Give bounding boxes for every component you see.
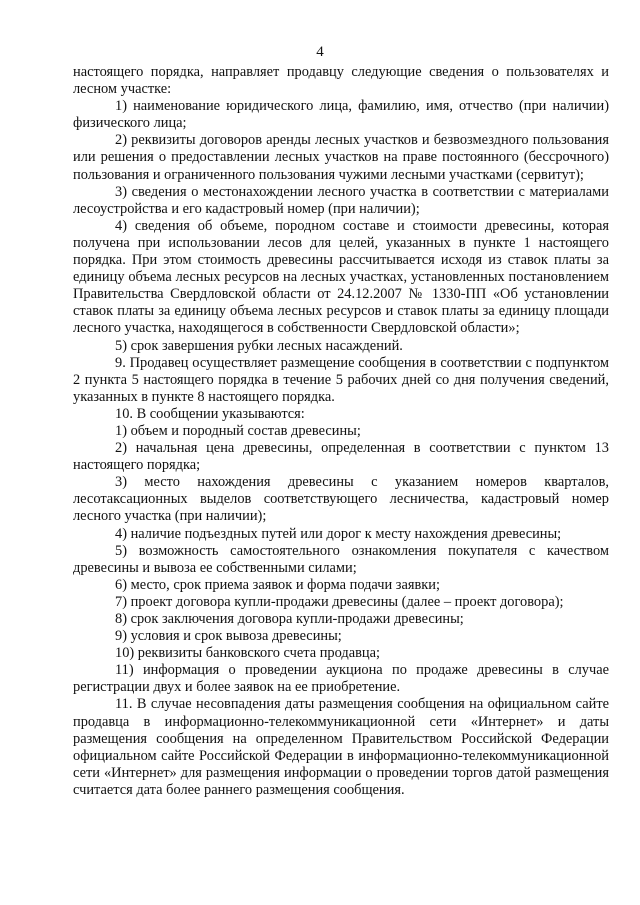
list-item-contract-deadline: 8) срок заключения договора купли-продажи древесины; <box>115 611 464 627</box>
clause-9: 9. Продавец осуществляет размещение сообщения в соответствии с подпунктом 2 пункта 5 настоящего порядка в течение 5 рабочих дней со дня получения сведений, указанных в пункте 8 настоящего порядка. <box>73 354 609 405</box>
clause-10-heading: 10. В сообщении указываются: <box>115 405 305 422</box>
list-item-wood-location: 3) место нахождения древесины с указанием номеров кварталов, лесотаксационных выделов соответствующего лесничества, кадастровый номер лесного участка (при наличии); <box>73 474 609 525</box>
list-item-felling-deadline: 5) срок завершения рубки лесных насаждений. <box>115 337 403 354</box>
paragraph-continuation: настоящего порядка, направляет продавцу следующие сведения о пользователях и лесном участке: <box>73 64 609 98</box>
list-item-draft-contract: 7) проект договора купли-продажи древесины (далее – проект договора); <box>115 593 564 610</box>
list-item-removal-terms: 9) условия и срок вывоза древесины; <box>115 628 342 645</box>
list-item-bank-details: 10) реквизиты банковского счета продавца; <box>115 645 380 662</box>
list-item-starting-price: 2) начальная цена древесины, определенная в соответствии с пунктом 13 настоящего порядка; <box>73 440 609 474</box>
clause-11: 11. В случае несовпадения даты размещения сообщения на официальном сайте продавца в информационно-телекоммуникационной сети «Интернет» и даты размещения сообщения на определенном Правительством Российской Федерации официальном сайте Российской Федерации в информационно-телекоммуникационной сети «Интернет» для размещения информации о проведении торгов датой размещения считается дата более раннего размещения сообщения. <box>73 696 609 798</box>
list-item-wood-volume: 4) сведения об объеме, породном составе и стоимости древесины, которая получена при использовании лесов для целей, указанных в пункте 1 настоящего порядка. При этом стоимость древесины рассчитывается исходя из ставок платы за единицу объема лесных ресурсов на лесных участках, установленных постановлением Правительства Свердловской области от 24.12.2007 № 1330-ПП «Об установлении ставок платы за единицу объема лесных ресурсов и ставок платы за единицу площади лесного участка, находящегося в собственности Свердловской области»; <box>73 217 609 337</box>
list-item-volume-species: 1) объем и породный состав древесины; <box>115 422 361 439</box>
list-item-inspection: 5) возможность самостоятельного ознакомления покупателя с качеством древесины и вывоза ее собственными силами; <box>73 542 609 576</box>
list-item-location: 3) сведения о местонахождении лесного участка в соответствии с материалами лесоустройства и его кадастровый номер (при наличии); <box>73 183 609 217</box>
list-item-name: 1) наименование юридического лица, фамилию, имя, отчество (при наличии) физического лица; <box>73 98 609 132</box>
list-item-access-roads: 4) наличие подъездных путей или дорог к месту нахождения древесины; <box>115 525 562 542</box>
page-number: 4 <box>316 44 324 60</box>
list-item-application-terms: 6) место, срок приема заявок и форма подачи заявки; <box>115 576 440 593</box>
document-body <box>73 64 609 799</box>
list-item-auction-info: 11) информация о проведении аукциона по продаже древесины в случае регистрации двух и более заявок на ее приобретение. <box>73 662 609 696</box>
list-item-contract-details: 2) реквизиты договоров аренды лесных участков и безвозмездного пользования или решения о предоставлении лесных участков на праве постоянного (бессрочного) пользования и ограниченного пользования чужими лесными участками (сервитут); <box>73 132 609 183</box>
